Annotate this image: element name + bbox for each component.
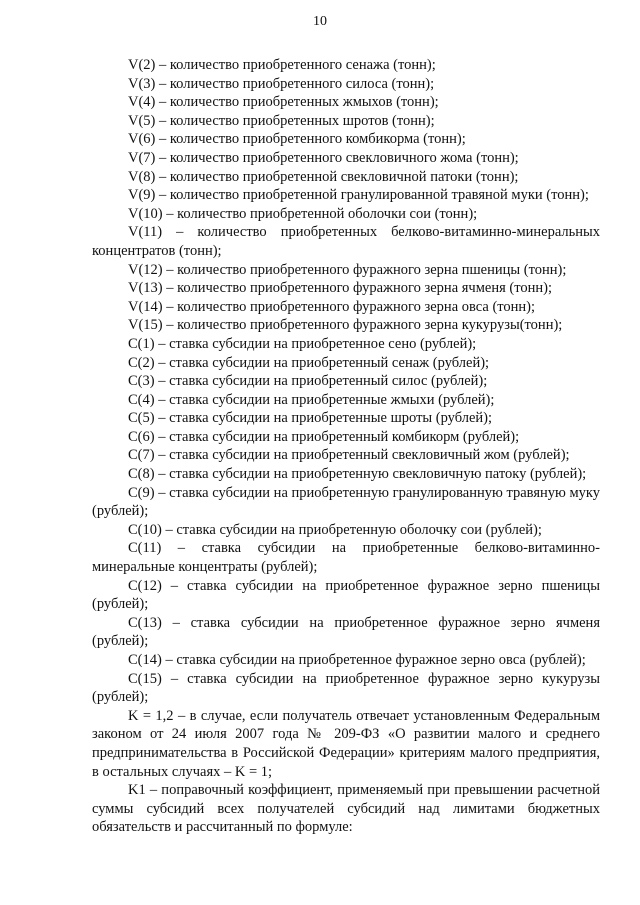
definition-paragraph: C(10) – ставка субсидии на приобретенную оболочку сои (рублей); <box>128 521 542 538</box>
definition-paragraph: V(15) – количество приобретенного фуражного зерна кукурузы(тонн); <box>128 317 563 334</box>
definition-paragraph: C(7) – ставка субсидии на приобретенный свекловичный жом (рублей); <box>128 447 570 464</box>
definition-paragraph: C(9) – ставка субсидии на приобретенную гранулированную травяную муку (рублей); <box>92 484 600 520</box>
definition-line: V(3) – количество приобретенного силоса (тонн); <box>128 75 435 92</box>
definition-paragraph: C(13) – ставка субсидии на приобретенное фуражное зерно ячменя (рублей); <box>92 614 600 650</box>
definition-paragraph: C(12) – ставка субсидии на приобретенное фуражное зерно пшеницы (рублей); <box>92 577 600 613</box>
definition-paragraph: V(10) – количество приобретенной оболочки сои (тонн); <box>128 205 478 222</box>
definition-paragraph: V(12) – количество приобретенного фуражного зерна пшеницы (тонн); <box>128 261 567 278</box>
definition-line: V(2) – количество приобретенного сенажа (тонн); <box>128 57 436 73</box>
definition-line: V(4) – количество приобретенных жмыхов (тонн); <box>128 94 439 111</box>
definition-paragraph: C(11) – ставка субсидии на приобретенные белково-витаминно-минеральные концентраты (рублей); <box>92 540 600 576</box>
page-number: 10 <box>313 14 327 29</box>
definition-paragraph: C(2) – ставка субсидии на приобретенный сенаж (рублей); <box>128 354 490 371</box>
coefficient-k-paragraph: K = 1,2 – в случае, если получатель отвечает установленным Федеральным законом от 24 июля 2007 года № 209-ФЗ «О развитии малого и среднего предпринимательства в Российской Федерации» критериям малого предприятия, в остальных случаях – K = 1; <box>92 707 600 780</box>
definition-paragraph: C(14) – ставка субсидии на приобретенное фуражное зерно овса (рублей); <box>128 652 586 668</box>
definition-paragraph: V(9) – количество приобретенной гранулированной травяной муки (тонн); <box>128 187 589 204</box>
document-body <box>92 56 600 837</box>
definition-paragraph: V(13) – количество приобретенного фуражного зерна ячменя (тонн); <box>128 280 552 297</box>
definition-line: V(7) – количество приобретенного свекловичного жома (тонн); <box>128 149 519 166</box>
definition-paragraph: C(6) – ставка субсидии на приобретенный комбикорм (рублей); <box>128 428 520 445</box>
definition-line: V(5) – количество приобретенных шротов (тонн); <box>128 112 435 129</box>
definition-paragraph: V(11) – количество приобретенных белково-витаминно-минеральных концентратов (тонн); <box>92 224 600 259</box>
definition-line: V(8) – количество приобретенной свекловичной патоки (тонн); <box>128 168 519 185</box>
definition-paragraph: C(4) – ставка субсидии на приобретенные жмыхи (рублей); <box>128 391 495 408</box>
definition-line: V(6) – количество приобретенного комбикорма (тонн); <box>128 131 466 148</box>
definition-paragraph: C(1) – ставка субсидии на приобретенное сено (рублей); <box>128 335 477 352</box>
definition-paragraph: V(14) – количество приобретенного фуражного зерна овса (тонн); <box>128 298 536 315</box>
definition-paragraph: C(3) – ставка субсидии на приобретенный силос (рублей); <box>128 373 488 390</box>
definition-paragraph: C(8) – ставка субсидии на приобретенную свекловичную патоку (рублей); <box>128 466 587 483</box>
coefficient-k1-paragraph: K1 – поправочный коэффициент, применяемый при превышении расчетной суммы субсидий всех получателей субсидий над лимитами бюджетных обязательств и рассчитанный по формуле: <box>92 782 600 836</box>
definition-paragraph: C(5) – ставка субсидии на приобретенные шроты (рублей); <box>128 410 493 427</box>
definition-paragraph: C(15) – ставка субсидии на приобретенное фуражное зерно кукурузы (рублей); <box>92 670 600 706</box>
